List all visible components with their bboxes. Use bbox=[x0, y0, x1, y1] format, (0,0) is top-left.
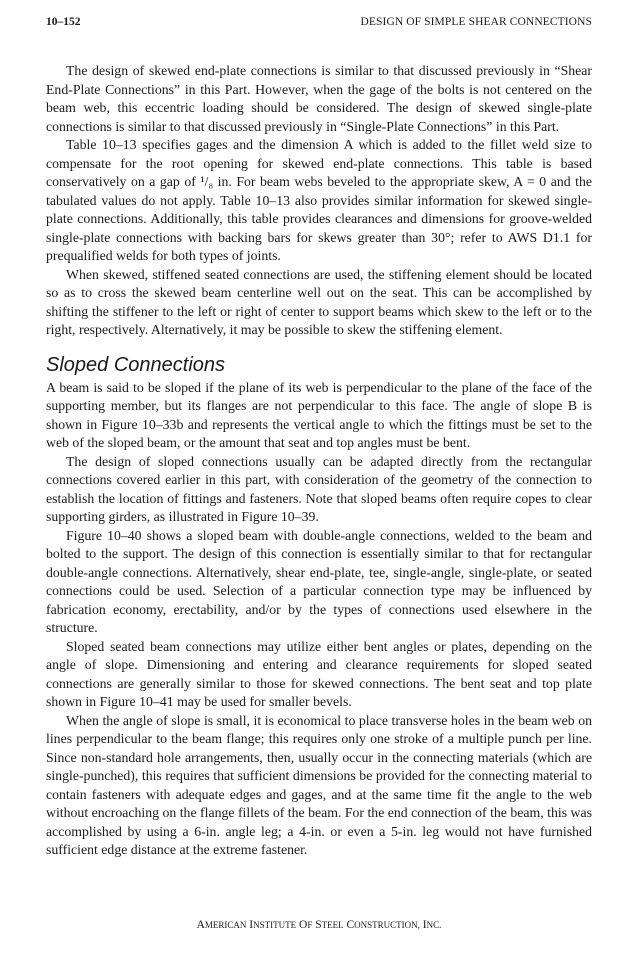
paragraph-skewed-end-plate: The design of skewed end-plate connections is similar to that discussed previously in “Shear End-Plate Connections” in this Part. However, when the gage of the bolts is not centered on the beam web, this eccentric loading should be considered. The design of skewed single-plate connections is similar to that discussed previously in “Single-Plate Connections” in this Part. bbox=[46, 63, 592, 134]
paragraph-sloped-definition: A beam is said to be sloped if the plane of its web is perpendicular to the plane of the face of the supporting member, but its flanges are not perpendicular to this face. The angle of slope B is shown in Figure 10–33b and represents the vertical angle to which the fittings must be set to the web of the sloped beam, or the amount that seat and top angles must be bent. bbox=[46, 379, 592, 450]
section-heading-sloped-connections: Sloped Connections bbox=[46, 353, 226, 376]
paragraph-sloped-design: The design of sloped connections usually can be adapted directly from the rectangular connections covered earlier in this part, with consideration of the geometry of the connection to establish the location of fittings and fasteners. Note that sloped beams often require copes to clear supporting girders, as illustrated in Figure 10–39. bbox=[46, 453, 592, 524]
publisher-name: AMERICAN INSTITUTE OF STEEL CONSTRUCTION, INC. bbox=[196, 919, 442, 931]
paragraph-small-slope: When the angle of slope is small, it is economical to place transverse holes in the beam web on lines perpendicular to the beam flange; this requires only one stroke of a multiple punch per line. Since non-standard hole arrangements, then, usually occur in the connecting materials (which are single-punched), this requires that sufficient dimensions be provided for the connecting material to contain fasteners with adequate edges and gages, and at the same time fit the angle to the web without encroaching on the flange fillets of the beam. For the end connection of the beam, this was accomplished by using a 6-in. angle leg; a 4-in. or even a 5-in. leg would not have furnished sufficient edge distance at the extreme fastener. bbox=[46, 712, 592, 857]
page-header bbox=[46, 16, 592, 34]
page-footer bbox=[0, 919, 638, 931]
paragraph-stiffened-seated: When skewed, stiffened seated connections are used, the stiffening element should be located so as to cross the skewed beam centerline well out on the seat. This can be accomplished by shifting the stiffener to the left or right of center to support beams which skew to the left or to the right, respectively. Alternatively, it may be possible to skew the stiffening element. bbox=[46, 266, 592, 337]
page-number: 10–152 bbox=[46, 16, 81, 28]
paragraph-table-10-13: Table 10–13 specifies gages and the dimension A which is added to the fillet weld size to compensate for the root opening for skewed end-plate connections. This table is based conservatively on a gap of ¹/₈ in. For beam webs beveled to the appropriate skew, A = 0 and the tabulated values do not apply. Table 10–13 also provides similar information for skewed single-plate connections. Additionally, this table provides clearances and dimensions for groove-welded single-plate connections with backing bars for skews greater than 30°; refer to AWS D1.1 for prequalified welds for both types of joints. bbox=[46, 137, 592, 263]
running-title: DESIGN OF SIMPLE SHEAR CONNECTIONS bbox=[360, 16, 592, 28]
paragraph-figure-10-40: Figure 10–40 shows a sloped beam with double-angle connections, welded to the beam and bolted to the support. The design of this connection is essentially similar to that for rectangular double-angle connections. Alternatively, shear end-plate, tee, single-angle, single-plate, or seated connections could be used. Selection of a particular connection type may be influenced by fabrication economy, erectability, and/or by the types of connections used elsewhere in the structure. bbox=[46, 527, 592, 635]
paragraph-sloped-seated: Sloped seated beam connections may utilize either bent angles or plates, depending on the angle of slope. Dimensioning and entering and clearance requirements for sloped seated connections are generally similar to those for skewed connections. The bent seat and top plate shown in Figure 10–41 may be used for smaller bevels. bbox=[46, 638, 592, 709]
page-body bbox=[46, 62, 592, 860]
